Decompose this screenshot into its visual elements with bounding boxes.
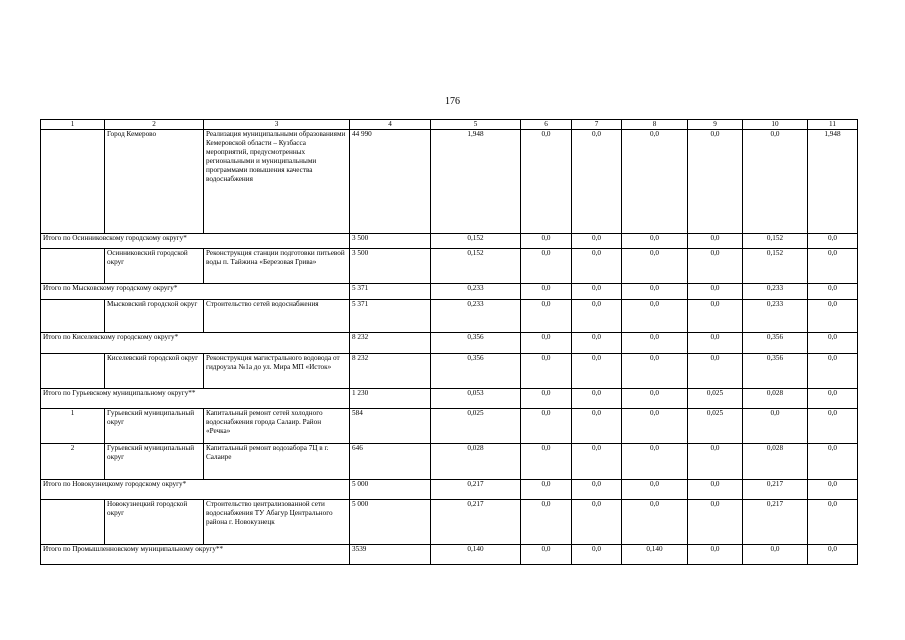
- value-col4: 3 500: [350, 234, 431, 249]
- value-c9: 0,0: [688, 444, 743, 480]
- municipality: Киселевский городской округ: [105, 354, 204, 389]
- value-c10: 0,0: [743, 130, 808, 234]
- column-number: 7: [572, 120, 622, 130]
- value-c7: 0,0: [572, 545, 622, 565]
- total-label: Итого по Гурьевскому муниципальному округу**: [41, 389, 350, 409]
- value-col4: 5 000: [350, 480, 431, 500]
- value-col4: 44 990: [350, 130, 431, 234]
- value-c11: 0,0: [808, 444, 858, 480]
- value-c5: 0,217: [431, 500, 521, 545]
- value-c7: 0,0: [572, 409, 622, 444]
- total-label: Итого по Новокузнецкому городскому округу*: [41, 480, 350, 500]
- value-c10: 0,0: [743, 545, 808, 565]
- municipality: Мысковский городской округ: [105, 300, 204, 333]
- value-c5: 0,152: [431, 249, 521, 284]
- column-number-row: [41, 120, 858, 130]
- value-c7: 0,0: [572, 389, 622, 409]
- measure-description: Строительство сетей водоснабжения: [204, 300, 350, 333]
- measure-description: Капитальный ремонт сетей холодного водоснабжения города Салаир. Район «Речка»: [204, 409, 350, 444]
- water-supply-table: [40, 119, 858, 565]
- value-c7: 0,0: [572, 234, 622, 249]
- measure-description: Реализация муниципальными образованиями Кемеровской области – Кузбасса мероприятий, предусмотренных региональными и муниципальными программами повышения качества водоснабжения: [204, 130, 350, 234]
- municipality: Осинниковский городской округ: [105, 249, 204, 284]
- value-c7: 0,0: [572, 444, 622, 480]
- value-c7: 0,0: [572, 130, 622, 234]
- value-c10: 0,233: [743, 284, 808, 300]
- value-c11: 0,0: [808, 234, 858, 249]
- value-c11: 0,0: [808, 409, 858, 444]
- municipality: Новокузнецкий городской округ: [105, 500, 204, 545]
- column-number: 3: [204, 120, 350, 130]
- value-c9: 0,0: [688, 234, 743, 249]
- measure-description: Строительство централизованной сети водоснабжения ТУ Абагур Центрального района г. Новокузнецк: [204, 500, 350, 545]
- value-c10: 0,217: [743, 480, 808, 500]
- value-col4: 3 500: [350, 249, 431, 284]
- value-c7: 0,0: [572, 300, 622, 333]
- value-c6: 0,0: [521, 234, 572, 249]
- value-c5: 0,152: [431, 234, 521, 249]
- value-c9: 0,0: [688, 284, 743, 300]
- value-col4: 5 371: [350, 300, 431, 333]
- measure-description: Реконструкция магистрального водовода от гидроузла №1а до ул. Мира МП «Исток»: [204, 354, 350, 389]
- value-c8: 0,0: [622, 284, 688, 300]
- value-c8: 0,0: [622, 444, 688, 480]
- value-c7: 0,0: [572, 333, 622, 354]
- value-c5: 0,217: [431, 480, 521, 500]
- value-c6: 0,0: [521, 249, 572, 284]
- column-number: 9: [688, 120, 743, 130]
- value-c6: 0,0: [521, 500, 572, 545]
- value-c10: 0,152: [743, 234, 808, 249]
- value-c10: 0,152: [743, 249, 808, 284]
- value-c10: 0,217: [743, 500, 808, 545]
- value-c10: 0,028: [743, 389, 808, 409]
- column-number: 8: [622, 120, 688, 130]
- value-c6: 0,0: [521, 333, 572, 354]
- value-c11: 0,0: [808, 249, 858, 284]
- total-label: Итого по Промышленновскому муниципальному округу**: [41, 545, 350, 565]
- value-c5: 0,028: [431, 444, 521, 480]
- value-col4: 5 000: [350, 500, 431, 545]
- value-c9: 0,0: [688, 249, 743, 284]
- value-c6: 0,0: [521, 545, 572, 565]
- value-c9: 0,0: [688, 333, 743, 354]
- column-number: 10: [743, 120, 808, 130]
- column-number: 5: [431, 120, 521, 130]
- page-number: 176: [445, 96, 460, 107]
- value-c9: 0,0: [688, 500, 743, 545]
- value-c11: 0,0: [808, 500, 858, 545]
- value-col4: 1 230: [350, 389, 431, 409]
- value-col4: 5 371: [350, 284, 431, 300]
- value-c7: 0,0: [572, 249, 622, 284]
- value-c11: 0,0: [808, 333, 858, 354]
- value-c5: 0,025: [431, 409, 521, 444]
- value-c8: 0,0: [622, 500, 688, 545]
- value-c5: 0,233: [431, 300, 521, 333]
- value-col4: 8 232: [350, 354, 431, 389]
- value-c6: 0,0: [521, 130, 572, 234]
- total-row: [41, 480, 858, 500]
- value-col4: 3539: [350, 545, 431, 565]
- item-row: [41, 130, 858, 234]
- value-c11: 0,0: [808, 389, 858, 409]
- value-c10: 0,0: [743, 409, 808, 444]
- value-c8: 0,0: [622, 389, 688, 409]
- value-c7: 0,0: [572, 500, 622, 545]
- value-c8: 0,0: [622, 409, 688, 444]
- item-row: [41, 300, 858, 333]
- row-number: [41, 300, 105, 333]
- value-c6: 0,0: [521, 480, 572, 500]
- row-number: [41, 500, 105, 545]
- column-number: 4: [350, 120, 431, 130]
- value-c8: 0,0: [622, 234, 688, 249]
- value-c9: 0,025: [688, 389, 743, 409]
- value-c8: 0,0: [622, 480, 688, 500]
- total-row: [41, 545, 858, 565]
- value-c9: 0,0: [688, 480, 743, 500]
- value-c6: 0,0: [521, 409, 572, 444]
- value-c10: 0,233: [743, 300, 808, 333]
- value-c8: 0,0: [622, 333, 688, 354]
- column-number: 2: [105, 120, 204, 130]
- value-c11: 0,0: [808, 300, 858, 333]
- value-c10: 0,028: [743, 444, 808, 480]
- value-c8: 0,0: [622, 354, 688, 389]
- total-label: Итого по Мысковскому городскому округу*: [41, 284, 350, 300]
- value-c11: 0,0: [808, 480, 858, 500]
- measure-description: Капитальный ремонт водозабора 7Ц в г. Салаире: [204, 444, 350, 480]
- item-row: [41, 249, 858, 284]
- value-c5: 1,948: [431, 130, 521, 234]
- value-c6: 0,0: [521, 354, 572, 389]
- value-c7: 0,0: [572, 284, 622, 300]
- total-label: Итого по Киселевскому городскому округу*: [41, 333, 350, 354]
- total-label: Итого по Осинниковскому городскому округу*: [41, 234, 350, 249]
- total-row: [41, 333, 858, 354]
- row-number: 1: [41, 409, 105, 444]
- item-row: [41, 409, 858, 444]
- value-c9: 0,0: [688, 354, 743, 389]
- value-c8: 0,140: [622, 545, 688, 565]
- value-c11: 0,0: [808, 284, 858, 300]
- row-number: [41, 130, 105, 234]
- item-row: [41, 354, 858, 389]
- value-c6: 0,0: [521, 389, 572, 409]
- value-c8: 0,0: [622, 130, 688, 234]
- value-c7: 0,0: [572, 480, 622, 500]
- value-c10: 0,356: [743, 333, 808, 354]
- value-c9: 0,0: [688, 545, 743, 565]
- total-row: [41, 234, 858, 249]
- value-c8: 0,0: [622, 249, 688, 284]
- value-c7: 0,0: [572, 354, 622, 389]
- value-c11: 1,948: [808, 130, 858, 234]
- value-c6: 0,0: [521, 300, 572, 333]
- value-c8: 0,0: [622, 300, 688, 333]
- value-c11: 0,0: [808, 354, 858, 389]
- item-row: [41, 444, 858, 480]
- municipality: Город Кемерово: [105, 130, 204, 234]
- value-c5: 0,233: [431, 284, 521, 300]
- total-row: [41, 284, 858, 300]
- value-c9: 0,0: [688, 300, 743, 333]
- row-number: [41, 354, 105, 389]
- measure-description: Реконструкция станции подготовки питьевой воды п. Тайжина «Березовая Грива»: [204, 249, 350, 284]
- value-c9: 0,0: [688, 130, 743, 234]
- value-c9: 0,025: [688, 409, 743, 444]
- column-number: 6: [521, 120, 572, 130]
- value-col4: 584: [350, 409, 431, 444]
- value-c6: 0,0: [521, 444, 572, 480]
- value-col4: 646: [350, 444, 431, 480]
- value-col4: 8 232: [350, 333, 431, 354]
- value-c6: 0,0: [521, 284, 572, 300]
- row-number: 2: [41, 444, 105, 480]
- total-row: [41, 389, 858, 409]
- value-c5: 0,140: [431, 545, 521, 565]
- municipality: Гурьевский муниципальный округ: [105, 444, 204, 480]
- column-number: 11: [808, 120, 858, 130]
- municipality: Гурьевский муниципальный округ: [105, 409, 204, 444]
- value-c5: 0,053: [431, 389, 521, 409]
- value-c5: 0,356: [431, 333, 521, 354]
- item-row: [41, 500, 858, 545]
- row-number: [41, 249, 105, 284]
- value-c10: 0,356: [743, 354, 808, 389]
- value-c11: 0,0: [808, 545, 858, 565]
- column-number: 1: [41, 120, 105, 130]
- value-c5: 0,356: [431, 354, 521, 389]
